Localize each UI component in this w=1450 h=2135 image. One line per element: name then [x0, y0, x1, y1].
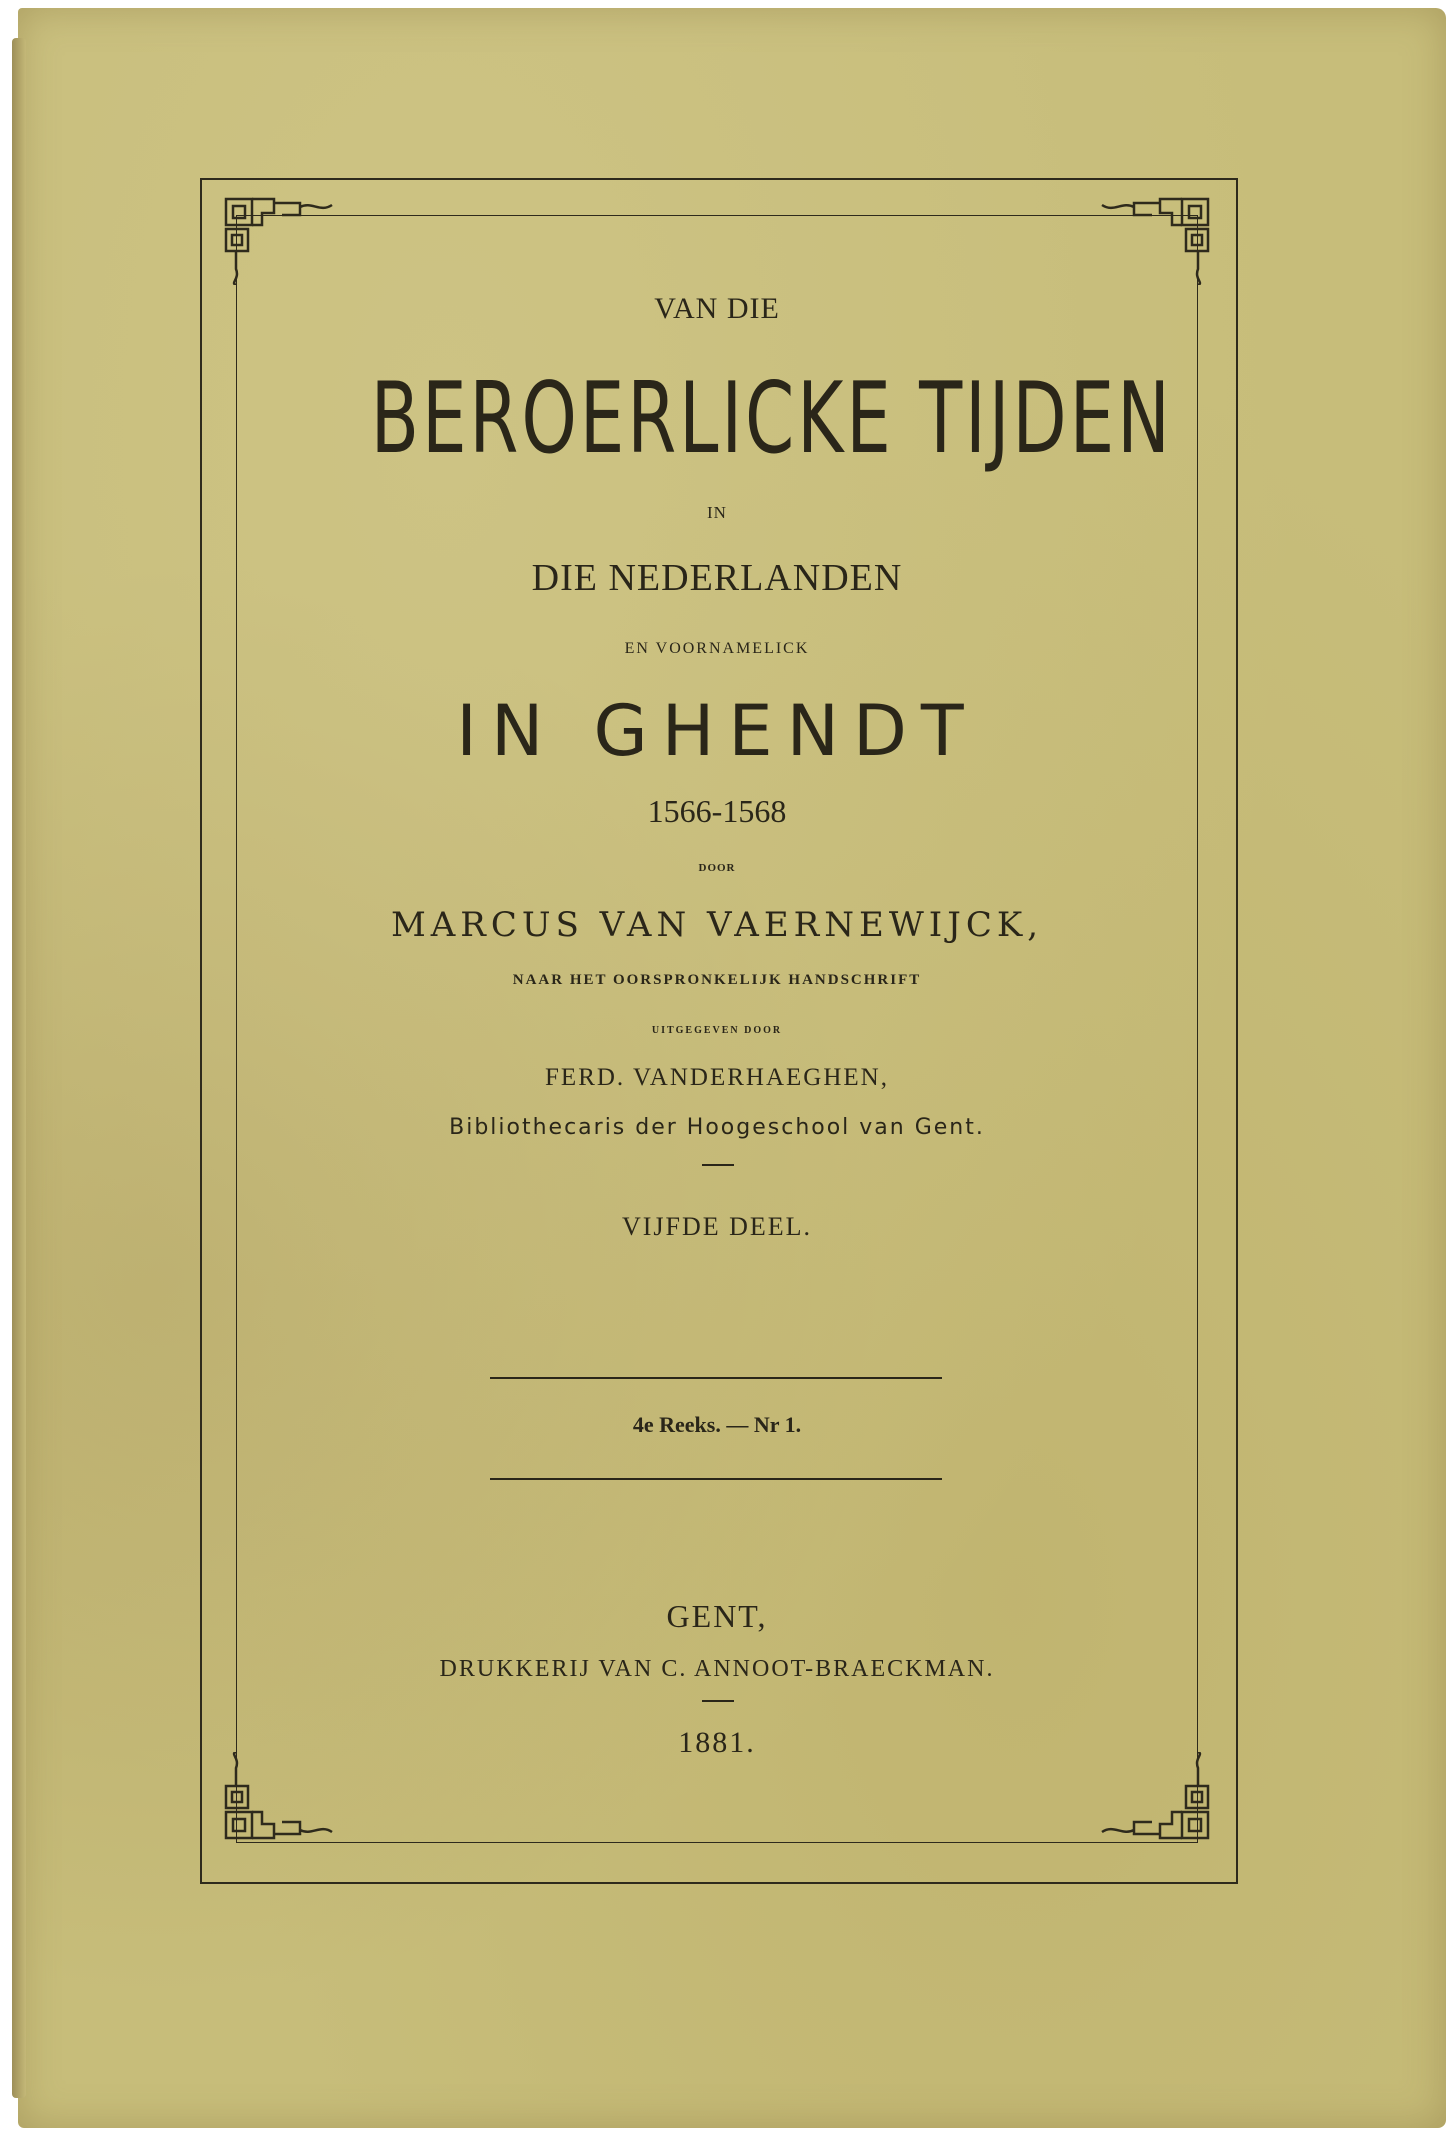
- editor-name: FERD. VANDERHAEGHEN,: [545, 1064, 889, 1091]
- corner-ornament-top-left: [222, 195, 362, 285]
- publication-year: 1881.: [678, 1726, 756, 1759]
- title-en: EN VOORNAMELICK: [624, 640, 810, 657]
- edited-by-label: UITGEGEVEN DOOR: [651, 1025, 783, 1036]
- separator-dash: [702, 1164, 734, 1166]
- corner-ornament-bottom-left: [222, 1752, 362, 1842]
- place: GENT,: [666, 1598, 768, 1634]
- header-small: VAN DIE: [654, 292, 780, 325]
- corner-ornament-top-right: [1072, 195, 1212, 285]
- volume: VIJFDE DEEL.: [621, 1212, 813, 1241]
- series-number: 4e Reeks. — Nr 1.: [632, 1412, 802, 1437]
- main-title: BEROERLICKE TIJDEN: [370, 362, 1173, 476]
- door-label: DOOR: [698, 862, 736, 874]
- editor-title: Bibliothecaris der Hoogeschool van Gent.: [449, 1115, 985, 1140]
- years: 1566-1568: [647, 793, 787, 829]
- title-in: IN: [707, 503, 727, 522]
- title-city: IN GHENDT: [456, 690, 978, 772]
- author-name: MARCUS VAN VAERNEWIJCK,: [390, 905, 1044, 945]
- rule-upper: [490, 1377, 942, 1379]
- printer: DRUKKERIJ VAN C. ANNOOT-BRAECKMAN.: [439, 1656, 995, 1682]
- source-note: NAAR HET OORSPRONKELIJK HANDSCHRIFT: [512, 972, 922, 988]
- separator-dash: [702, 1700, 734, 1702]
- corner-ornament-bottom-right: [1072, 1752, 1212, 1842]
- rule-lower: [490, 1478, 942, 1480]
- title-region: DIE NEDERLANDEN: [531, 557, 903, 599]
